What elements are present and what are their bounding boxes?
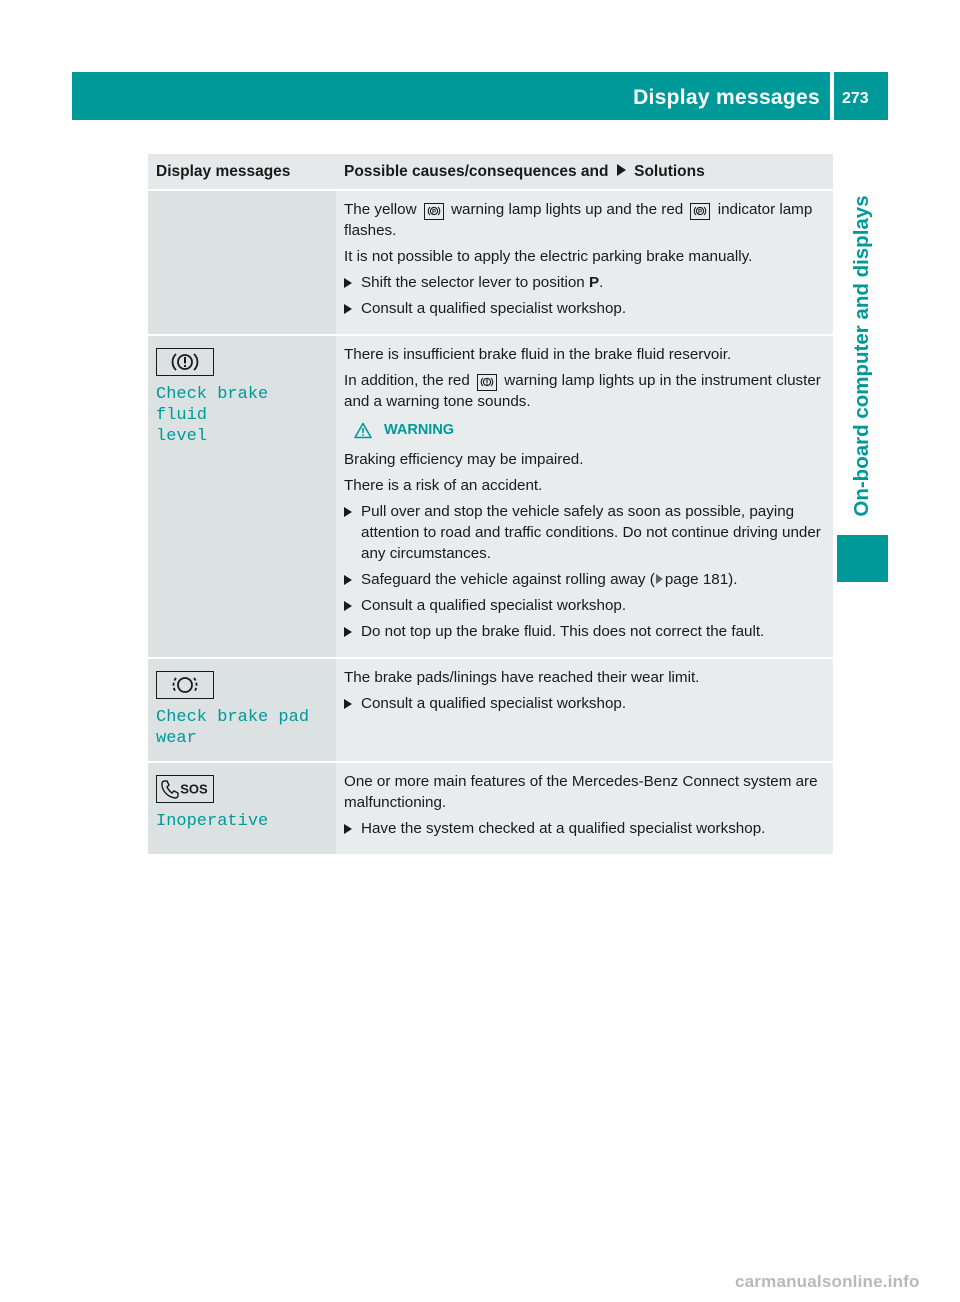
instruction-step [344,595,825,616]
paragraph [344,370,825,412]
watermark: carmanualsonline.info [735,1272,920,1291]
side-tab-marker [837,535,888,582]
instruction-step [344,693,825,714]
sos-phone-icon [156,775,214,803]
brake-warning-icon [156,348,214,376]
step-arrow-icon [344,699,352,709]
section-label: On-board computer and displays [850,195,873,517]
section-side-tab [837,120,888,582]
display-message-cell [148,763,336,856]
paragraph: There is a risk of an accident. [344,477,543,494]
svg-text:P: P [698,209,703,216]
page-reference-link[interactable]: page 181). [664,571,738,588]
causes-cell [336,763,833,856]
text: P [588,274,600,291]
text: warning lamp lights up in the instrument cluster and a warning tone sounds. [344,372,821,410]
text: Shift the selector lever to position [361,274,585,291]
text: The yellow [344,201,417,218]
paragraph: The brake pads/linings have reached their wear limit. [344,669,700,686]
display-messages-table [148,154,833,856]
causes-cell [336,659,833,763]
text: Have the system checked at a qualified specialist workshop. [361,820,766,837]
col-header-causes-text: Possible causes/consequences and [344,163,609,180]
text: Do not top up the brake fluid. This does not correct the fault. [361,623,765,640]
table-row [148,763,833,856]
instruction-step [344,818,825,839]
display-message-cell [148,191,336,336]
display-message-text: Check brake pad wear [156,708,310,748]
text: warning lamp lights up and the red [451,201,684,218]
text: . [599,274,604,291]
instruction-step [344,621,825,642]
display-message-cell [148,659,336,763]
table-row [148,659,833,763]
warning-notice [344,420,825,441]
brake-warning-icon [477,374,497,391]
col-header-solutions-text: Solutions [634,163,705,180]
causes-cell [336,336,833,659]
display-message-text: Inoperative [156,812,269,831]
page-number: 273 [842,90,869,107]
causes-cell [336,191,833,336]
page-header [72,72,888,120]
paragraph: One or more main features of the Mercedes-Benz Connect system are malfunctioning. [344,773,818,811]
table-header-row [148,154,833,191]
col-header-causes [336,154,833,191]
brake-pad-wear-icon [156,671,214,699]
step-arrow-icon [344,507,352,517]
col-header-display-messages: Display messages [148,154,336,191]
table-row [148,336,833,659]
step-arrow-icon [344,627,352,637]
svg-text:P: P [431,209,436,216]
parking-brake-icon [690,203,710,220]
paragraph: It is not possible to apply the electric parking brake manually. [344,248,753,265]
text: Pull over and stop the vehicle safely as soon as possible, paying attention to road and traffic conditions. Do not continue driving under any circumstances. [361,503,821,562]
page-reference-icon [656,574,663,584]
step-arrow-icon [344,824,352,834]
instruction-step [344,501,825,564]
step-arrow-icon [344,304,352,314]
svg-text:SOS: SOS [180,781,208,797]
paragraph: Braking efficiency may be impaired. [344,451,584,468]
text: indicator lamp flashes. [344,201,813,239]
step-arrow-icon [344,601,352,611]
display-message-text: Check brake fluid level [156,385,269,446]
text: Consult a qualified specialist workshop. [361,300,627,317]
step-arrow-icon [344,278,352,288]
solutions-arrow-icon [617,164,626,176]
instruction-step [344,298,825,319]
header-divider [830,72,834,120]
text: Safeguard the vehicle against rolling away ( [361,571,655,588]
paragraph: There is insufficient brake fluid in the brake fluid reservoir. [344,346,732,363]
warning-triangle-icon [354,422,372,439]
instruction-step [344,272,825,293]
parking-brake-icon [424,203,444,220]
text: Consult a qualified specialist workshop. [361,597,627,614]
text: Consult a qualified specialist workshop. [361,695,627,712]
table-row [148,191,833,336]
instruction-step [344,569,825,590]
step-arrow-icon [344,575,352,585]
header-title: Display messages [633,86,820,109]
text: In addition, the red [344,372,470,389]
display-message-cell [148,336,336,659]
paragraph [344,199,825,241]
warning-label: WARNING [384,422,455,438]
